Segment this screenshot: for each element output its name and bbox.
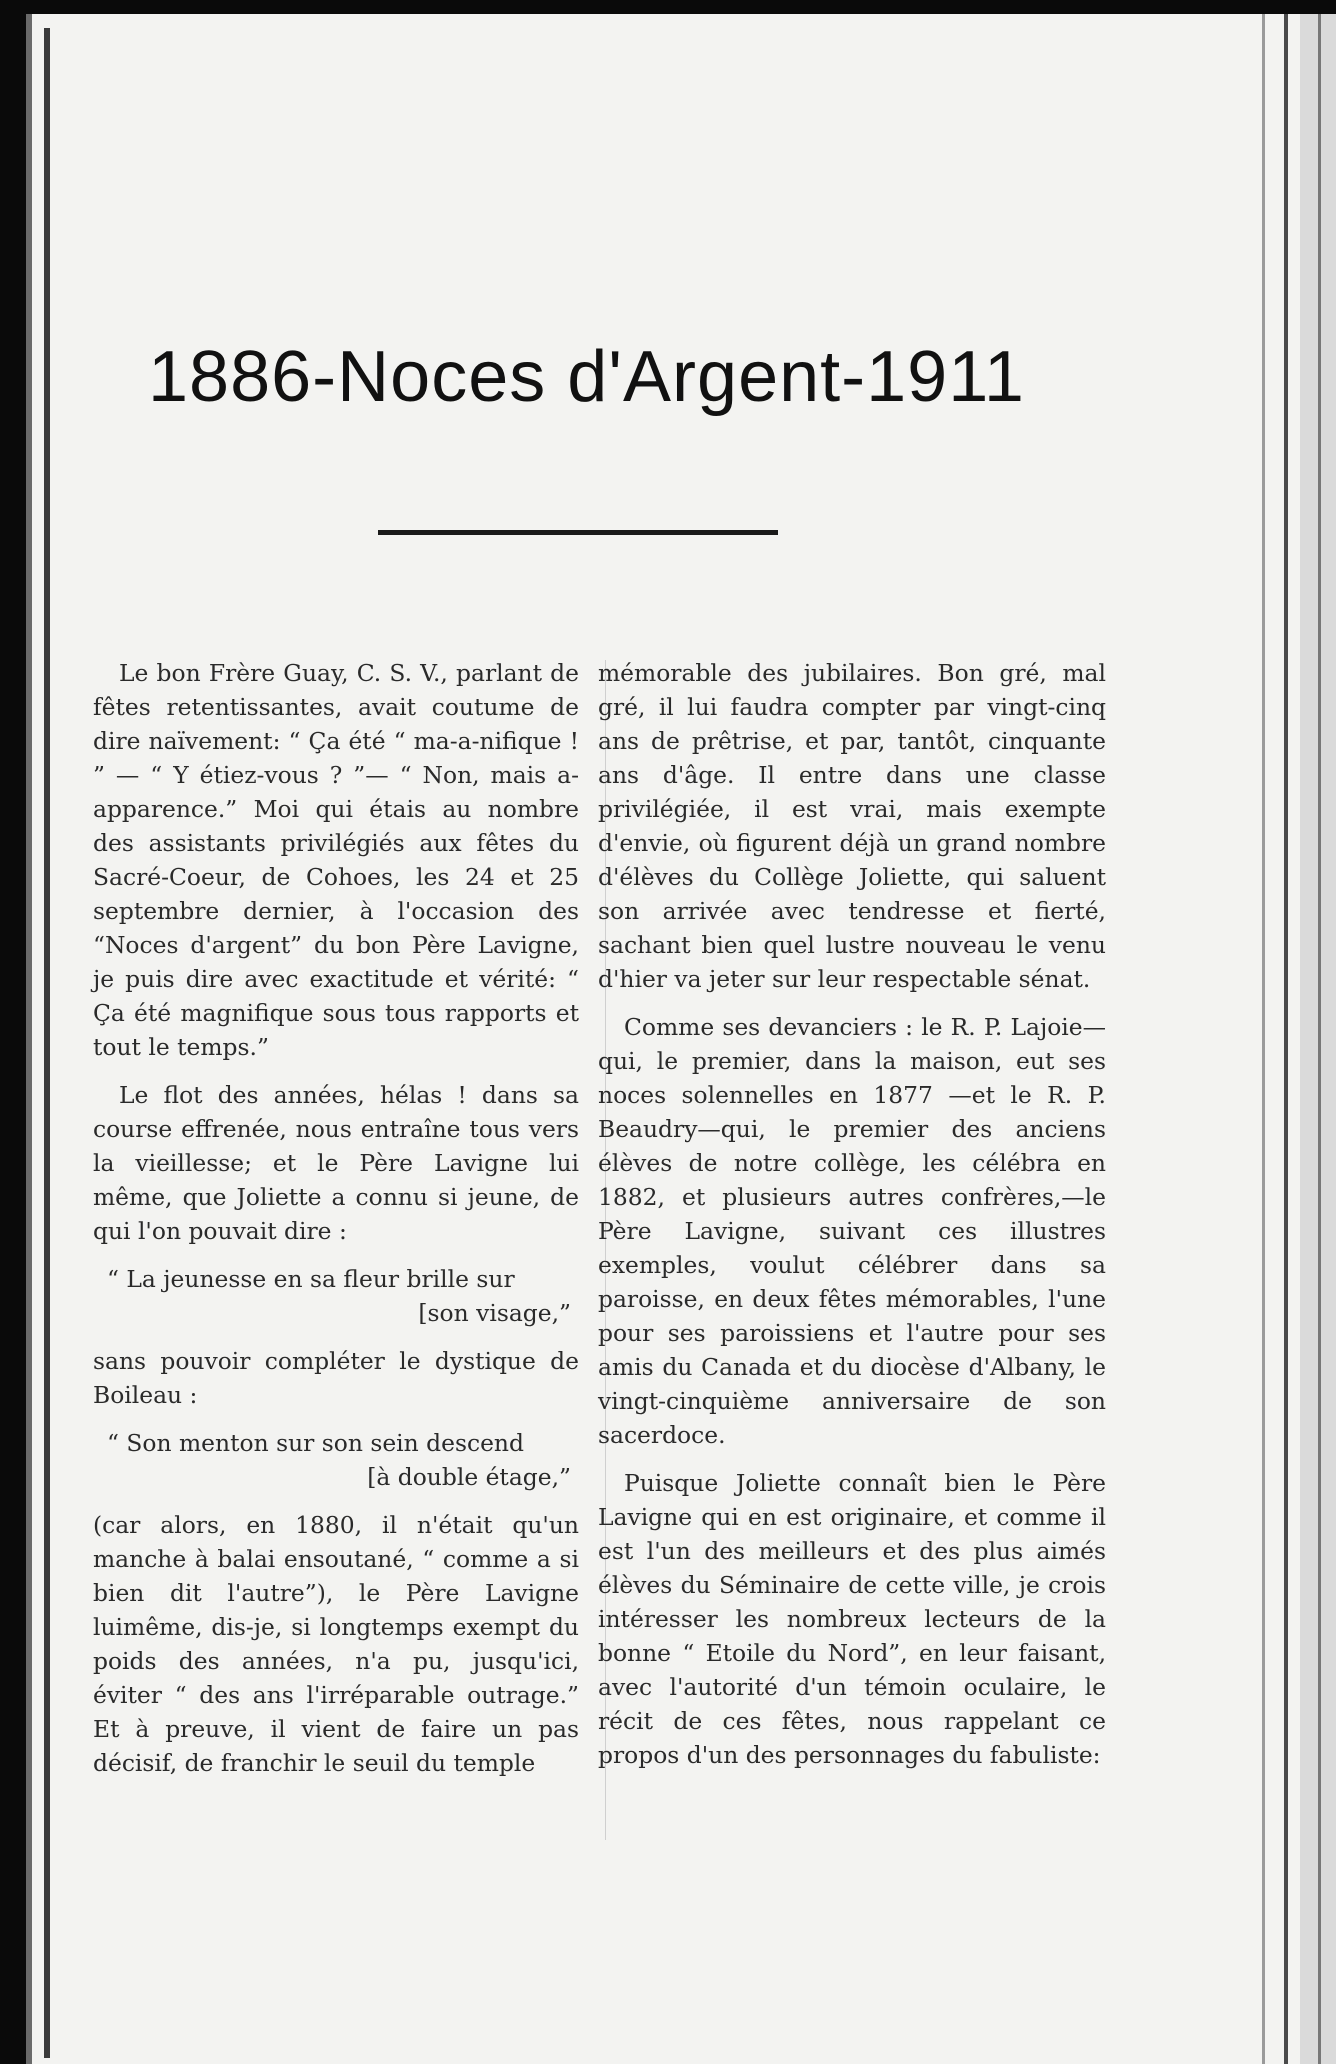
paragraph: Le flot des années, hélas ! dans sa course effrenée, nous entraîne tous vers la vieillesse; et le Père Lavigne lui même, que Joliette a connu si jeune, de qui l'on pouvait dire :: [93, 1081, 579, 1245]
left-column: [93, 656, 579, 1794]
paragraph: Comme ses devanciers : le R. P. Lajoie—qui, le premier, dans la maison, eut ses noces solennelles en 1877 —et le R. P. Beaudry—qui, le premier des anciens élèves de notre collège, les célébra en 1882, et plusieurs autres confrères,—le Père Lavigne, suivant ces illustres exemples, voulut célébrer dans sa paroisse, en deux fêtes mémorables, l'une pour ses paroissiens et l'autre pour ses amis du Canada et du diocèse d'Albany, le vingt-cinquième anniversaire de son sacerdoce.: [598, 1013, 1106, 1449]
verse-line: “ Son menton sur son sein descend: [107, 1429, 524, 1457]
page-edge-left: [26, 14, 32, 2064]
verse-quote: [93, 1262, 579, 1330]
verse-quote: [93, 1426, 579, 1494]
paragraph: Le bon Frère Guay, C. S. V., parlant de fêtes retentissantes, avait coutume de dire naïvement: “ Ça été “ ma-a-nifique ! ” — “ Y étiez-vous ? ”— “ Non, mais a-apparence.” Moi qui étais au nombre des assistants privilégiés aux fêtes du Sacré-Coeur, de Cohoes, les 24 et 25 septembre dernier, à l'occasion des “Noces d'argent” du bon Père Lavigne, je puis dire avec exactitude et vérité: “ Ça été magnifique sous tous rapports et tout le temps.”: [93, 659, 579, 1061]
paragraph: (car alors, en 1880, il n'était qu'un manche à balai ensoutané, “ comme a si bien dit l'autre”), le Père Lavigne luimême, dis-je, si longtemps exempt du poids des années, n'a pu, jusqu'ici, éviter “ des ans l'irréparable outrage.” Et à preuve, il vient de faire un pas décisif, de franchir le seuil du temple: [93, 1511, 579, 1777]
scan-border-top: [0, 0, 1336, 14]
verse-line: “ La jeunesse en sa fleur brille sur: [107, 1265, 515, 1293]
right-column: [598, 656, 1106, 1786]
verse-line: [son visage,”: [418, 1299, 571, 1327]
page-stack-line: [1318, 14, 1321, 2064]
paragraph: mémorable des jubilaires. Bon gré, mal gré, il lui faudra compter par vingt-cinq ans de prêtrise, et par, tantôt, cinquante ans d'âge. Il entre dans une classe privilégiée, il est vrai, mais exempte d'envie, où figurent déjà un grand nombre d'élèves du Collège Joliette, qui saluent son arrivée avec tendresse et fierté, sachant bien quel lustre nouveau le venu d'hier va jeter sur leur respectable sénat.: [598, 659, 1106, 993]
page-title: 1886-Noces d'Argent-1911: [148, 337, 1025, 417]
scan-border-left: [0, 0, 26, 2064]
paragraph: Puisque Joliette connaît bien le Père Lavigne qui en est originaire, et comme il est l'un des meilleurs et des plus aimés élèves du Séminaire de cette ville, je crois intéresser les nombreux lecteurs de la bonne “ Etoile du Nord”, en leur faisant, avec l'autorité d'un témoin oculaire, le récit de ces fêtes, nous rappelant ce propos d'un des personnages du fabuliste:: [598, 1469, 1106, 1769]
page-edge-right-dark: [1284, 14, 1288, 2064]
paragraph: sans pouvoir compléter le dystique de Boileau :: [93, 1347, 579, 1409]
page-gutter-shadow: [44, 28, 50, 2058]
verse-line: [à double étage,”: [367, 1463, 571, 1491]
title-rule: [378, 530, 778, 535]
page-edge-right: [1262, 14, 1265, 2064]
